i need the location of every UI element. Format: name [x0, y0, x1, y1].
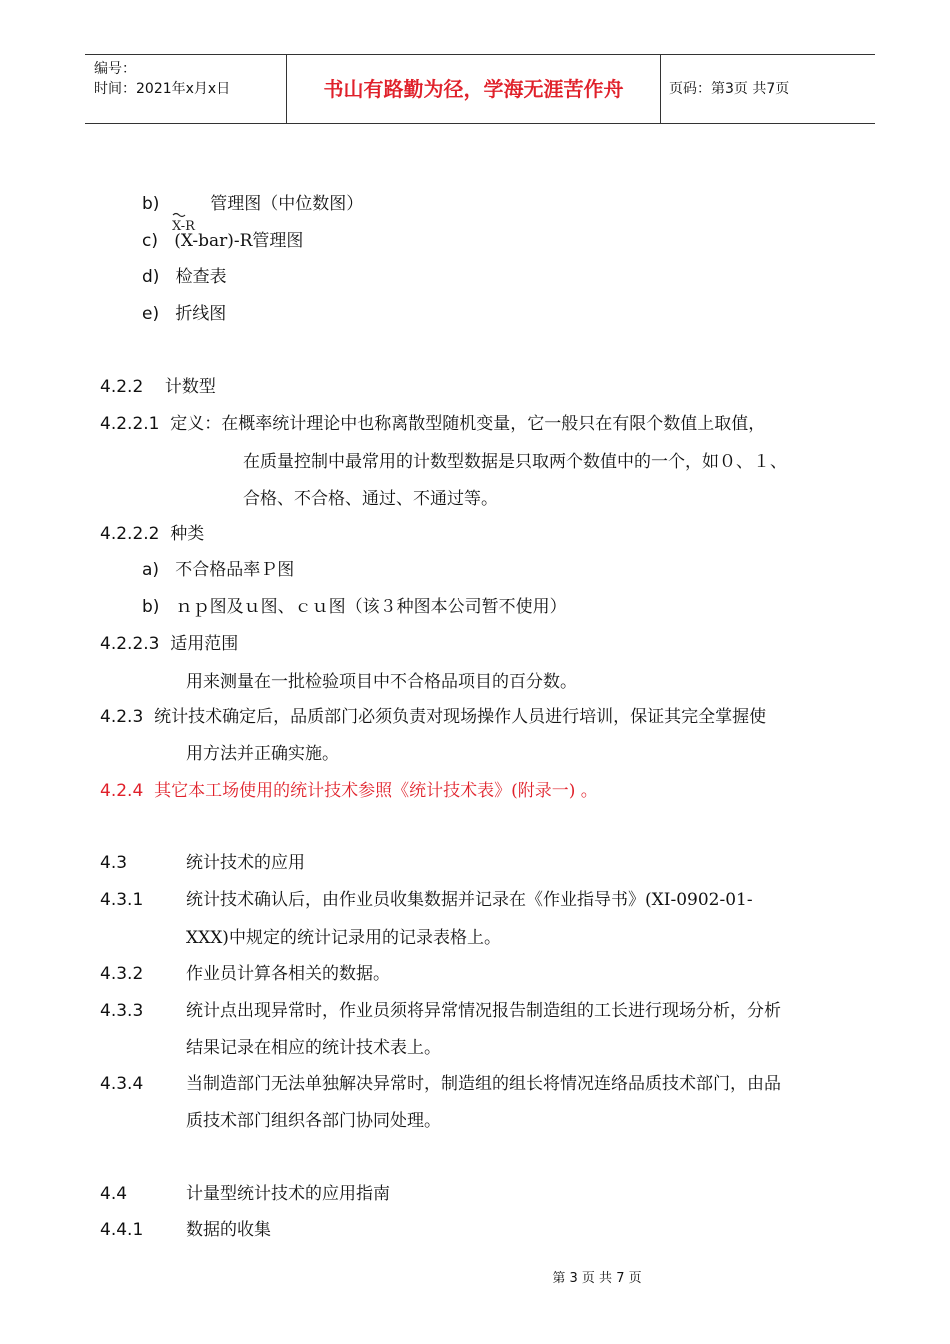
paragraph: 4.3.1 统计技术确认后，由作业员收集数据并记录在《作业指导书》(XI-0902-01- [100, 890, 753, 910]
paragraph-line: 用方法并正确实施。 [186, 744, 339, 764]
doc-time-label: 时间：2021年x月x日 [94, 81, 231, 97]
section-heading: 4.2.2 计数型 [100, 377, 216, 397]
paragraph-line: 合格、不合格、通过、不通过等。 [243, 489, 498, 509]
paragraph: 4.3.4 当制造部门无法单独解决异常时，制造组的组长将情况连络品质技术部门，由品 [100, 1074, 781, 1094]
list-item: b) X-R 管理图（中位数图） [142, 192, 363, 216]
paragraph-highlight: 4.2.4 其它本工场使用的统计技术参照《统计技术表》(附录一) 。 [100, 781, 598, 801]
paragraph: 4.3.3 统计点出现异常时，作业员须将异常情况报告制造组的工长进行现场分析，分析 [100, 1001, 781, 1021]
list-item: b) ｎｐ图及ｕ图、ｃｕ图（该３种图本公司暂不使用） [142, 597, 567, 617]
paragraph-line: 在质量控制中最常用的计数型数据是只取两个数值中的一个，如０、１、 [243, 452, 787, 472]
list-item: e) 折线图 [142, 304, 227, 324]
section-heading: 4.3 统计技术的应用 [100, 853, 305, 873]
paragraph: 4.3.2 作业员计算各相关的数据。 [100, 964, 390, 984]
page-header [85, 54, 875, 124]
svg-text:X-R: X-R [171, 219, 195, 231]
header-meta [94, 59, 230, 99]
section-heading: 4.2.2.3 适用范围 [100, 634, 239, 654]
paragraph-line: 结果记录在相应的统计技术表上。 [186, 1038, 441, 1058]
header-motto: 书山有路勤为径，学海无涯苦作舟 [323, 77, 624, 101]
paragraph: 4.2.3 统计技术确定后，品质部门必须负责对现场操作人员进行培训，保证其完全掌握使 [100, 707, 767, 727]
list-item: c) (X-bar)-R管理图 [142, 231, 304, 251]
paragraph-line: XXX)中规定的统计记录用的记录表格上。 [186, 928, 501, 948]
section-heading: 4.2.2.2 种类 [100, 524, 205, 544]
section-heading: 4.4 计量型统计技术的应用指南 [100, 1184, 390, 1204]
paragraph: 4.2.2.1 定义：在概率统计理论中也称离散型随机变量，它一般只在有限个数值上取值， [100, 414, 766, 434]
header-page-label: 页码：第3页 共7页 [669, 81, 790, 97]
header-divider [660, 55, 661, 123]
list-item: d) 检查表 [142, 267, 227, 287]
doc-number-label: 编号： [94, 61, 136, 77]
paragraph-line: 质技术部门组织各部门协同处理。 [186, 1111, 441, 1131]
page-footer: 第 3 页 共 7 页 [552, 1271, 642, 1286]
paragraph-line: 用来测量在一批检验项目中不合格品项目的百分数。 [186, 672, 577, 692]
section-heading: 4.4.1 数据的收集 [100, 1220, 271, 1240]
list-item: a) 不合格品率Ｐ图 [142, 560, 295, 580]
